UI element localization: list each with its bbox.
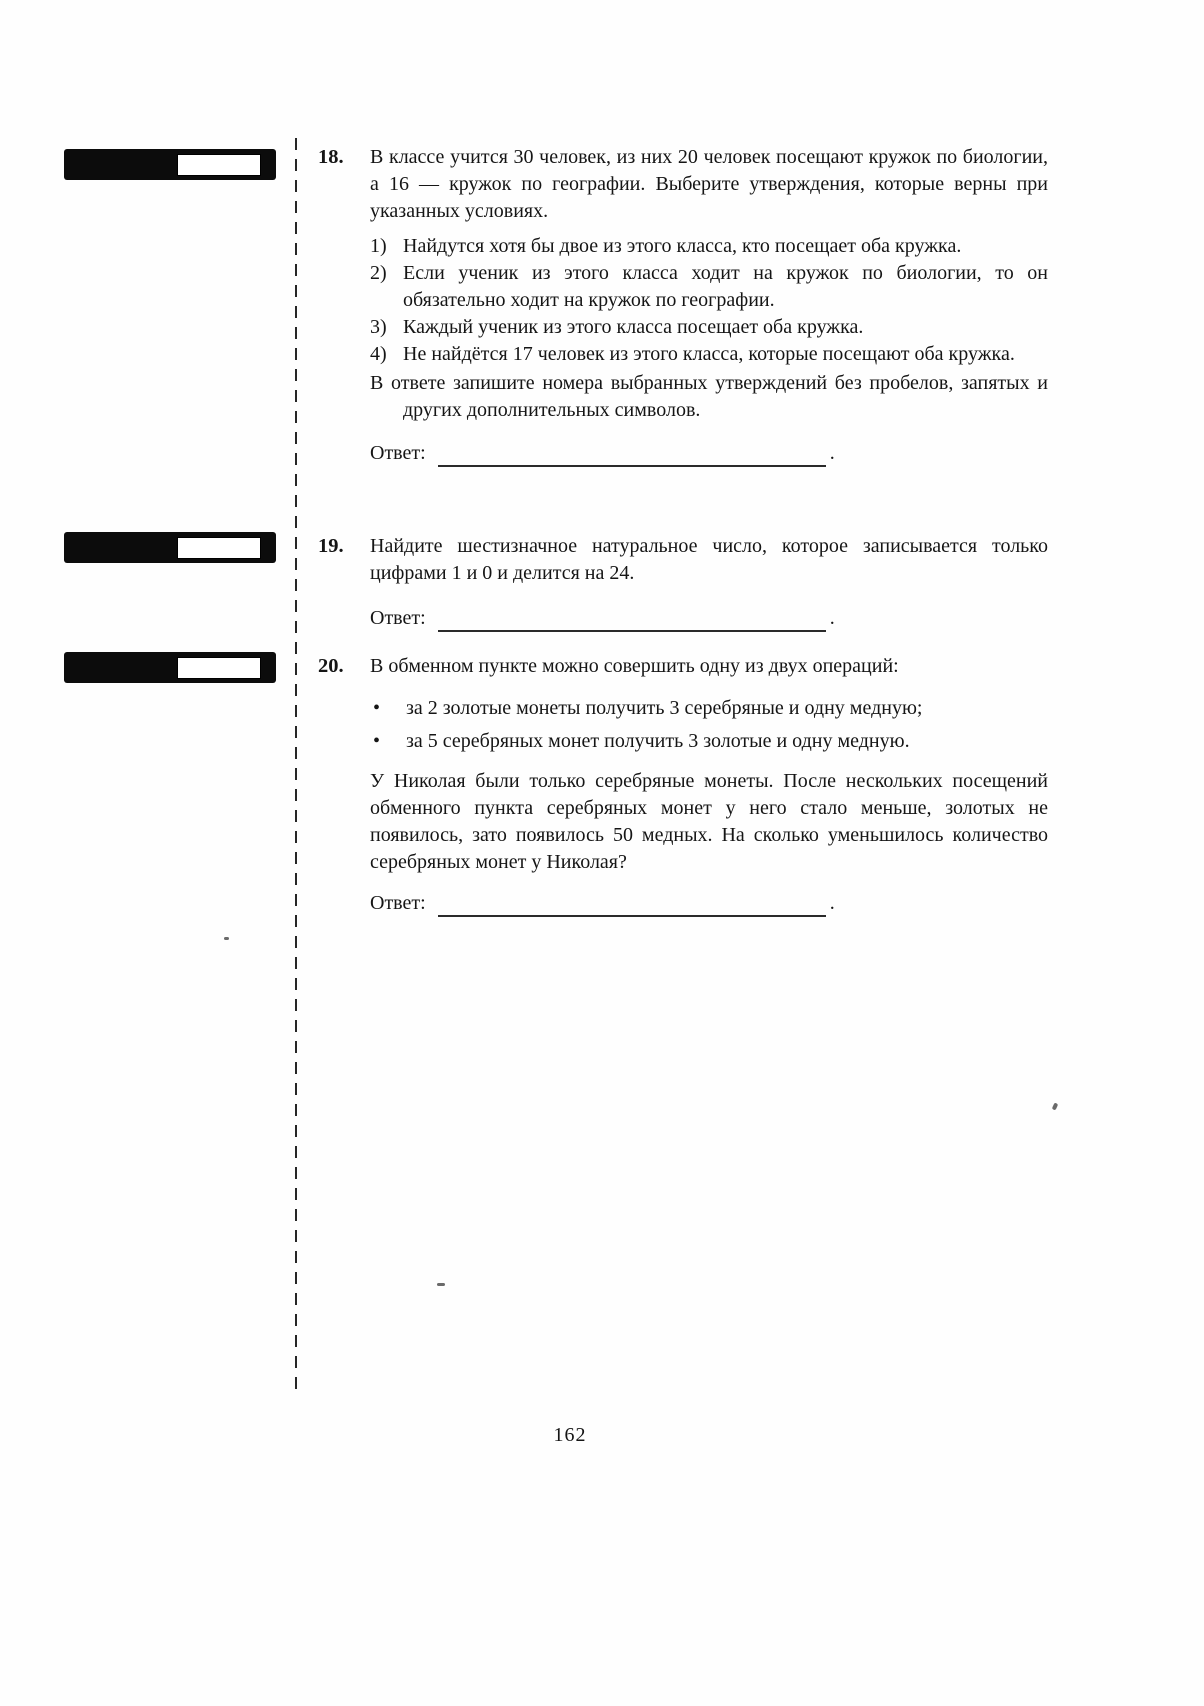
problem-number: 18. (318, 146, 344, 168)
margin-marker (64, 532, 276, 563)
score-box (177, 657, 261, 679)
answer-blank[interactable] (438, 442, 826, 467)
margin-marker (64, 149, 276, 180)
option-text: Найдутся хотя бы двое из этого класса, кто посещает оба кружка. (403, 235, 962, 257)
option-text: Если ученик из этого класса ходит на кружок по биологии, то он обязательно ходит на кружок по географии. (403, 262, 1048, 311)
answer-label: Ответ: (370, 442, 426, 464)
answer-blank[interactable] (438, 607, 826, 632)
problem-body (370, 144, 1048, 467)
option-number: 2) (370, 262, 387, 284)
option-3 (370, 314, 1048, 341)
option-number: 4) (370, 343, 387, 365)
dashed-cut-line (295, 138, 297, 1392)
problem-20 (318, 653, 1048, 917)
option-number: 1) (370, 235, 387, 257)
answer-label: Ответ: (370, 892, 426, 914)
option-text: Не найдётся 17 человек из этого класса, которые посещают оба кружка. (403, 343, 1015, 365)
problem-number: 20. (318, 655, 344, 677)
score-box (177, 154, 261, 176)
option-2 (370, 260, 1048, 314)
bullet-item (370, 725, 1048, 758)
answer-period: . (829, 607, 835, 629)
answer-period: . (829, 442, 835, 464)
option-4 (370, 341, 1048, 368)
problem-body (370, 533, 1048, 632)
problem-19 (318, 533, 1048, 632)
option-number: 3) (370, 316, 387, 338)
bullet-text: за 2 золотые монеты получить 3 серебряные и одну медную; (406, 697, 923, 719)
problem-body (370, 653, 1048, 917)
bullet-icon: • (373, 730, 381, 752)
problem-text: У Николая были только серебряные монеты. После нескольких посещений обменного пункта серебряных монет у него стало меньше, золотых не появилось, зато появилось 50 медных. На сколько уменьшилось количество серебряных монет у Николая? (370, 770, 1048, 873)
problem-18 (318, 144, 1048, 467)
problem-number: 19. (318, 535, 344, 557)
option-text: Каждый ученик из этого класса посещает оба кружка. (403, 316, 864, 338)
bullet-list (370, 692, 1048, 758)
score-box (177, 537, 261, 559)
scan-artifact (1052, 1102, 1059, 1110)
option-1 (370, 233, 1048, 260)
options-list (370, 233, 1048, 368)
scan-artifact (224, 937, 229, 940)
problem-intro: В классе учится 30 человек, из них 20 человек посещают кружок по биологии, а 16 — кружок по географии. Выберите утверждения, которые верны при указанных условиях. (370, 146, 1048, 222)
problem-intro: В обменном пункте можно совершить одну из двух операций: (370, 655, 899, 677)
answer-blank[interactable] (438, 892, 826, 917)
page-number: 162 (553, 1424, 587, 1446)
margin-marker (64, 652, 276, 683)
bullet-item (370, 692, 1048, 725)
scan-artifact (437, 1283, 445, 1286)
answer-instructions: В ответе запишите номера выбранных утверждений без пробелов, запятых и других дополнительных символов. (370, 372, 1048, 421)
bullet-text: за 5 серебряных монет получить 3 золотые и одну медную. (406, 730, 910, 752)
bullet-icon: • (373, 697, 381, 719)
answer-row (370, 890, 1048, 917)
answer-label: Ответ: (370, 607, 426, 629)
answer-period: . (829, 892, 835, 914)
problem-intro: Найдите шестизначное натуральное число, которое записывается только цифрами 1 и 0 и делится на 24. (370, 535, 1048, 584)
answer-row (370, 605, 1048, 632)
answer-row (370, 440, 1048, 467)
